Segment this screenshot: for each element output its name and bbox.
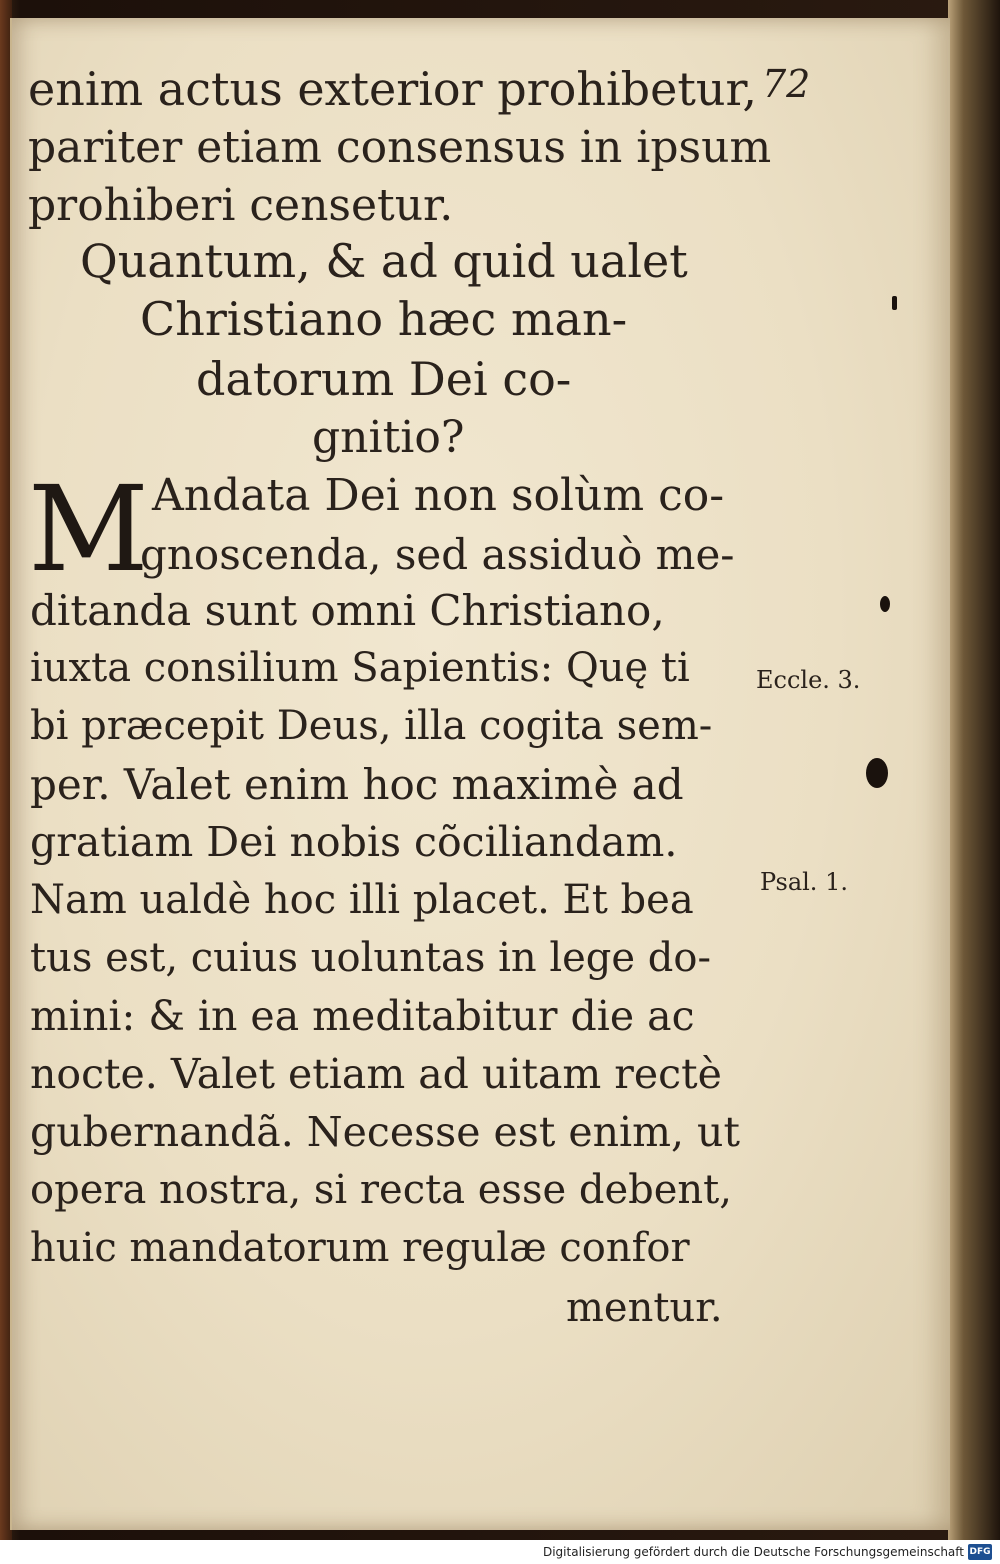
body-line: pariter etiam consensus in ipsum: [28, 122, 772, 173]
paragraph-line: mentur.: [566, 1285, 723, 1331]
paragraph-line: ditanda sunt omni Christiano,: [30, 586, 665, 635]
paragraph-line: huic mandatorum regulæ confor: [30, 1225, 690, 1271]
section-heading-line: gnitio?: [312, 412, 465, 463]
ink-blot: [866, 758, 888, 788]
section-heading-line: datorum Dei co-: [196, 352, 572, 406]
paragraph-line: iuxta consilium Sapientis: Quę ti: [30, 645, 690, 691]
footer-credit: Digitalisierung gefördert durch die Deutsche Forschungsgemeinschaft: [542, 1545, 964, 1559]
paragraph-line: per. Valet enim hoc maximè ad: [30, 760, 684, 809]
paragraph-line: gnoscenda, sed assiduò me-: [140, 530, 735, 579]
paragraph-line: mini: & in ea meditabitur die ac: [30, 992, 695, 1040]
body-line: enim actus exterior prohibetur,: [28, 62, 758, 116]
paragraph-line: gratiam Dei nobis cõciliandam.: [30, 818, 678, 866]
paragraph-line: Nam ualdè hoc illi placet. Et bea: [30, 877, 694, 923]
page-fore-edge: [948, 0, 1000, 1540]
dfg-logo: DFG: [968, 1544, 992, 1560]
marginal-note-psal: Psal. 1.: [760, 868, 848, 896]
ink-speck: [892, 296, 897, 310]
section-heading-line: Quantum, & ad quid ualet: [80, 234, 688, 288]
body-line: prohiberi censetur.: [28, 180, 454, 231]
paragraph-line: Andata Dei non solùm co-: [152, 470, 725, 521]
paragraph-line: gubernandã. Necesse est enim, ut: [30, 1108, 740, 1156]
ink-speck: [880, 596, 890, 612]
paragraph-line: bi præcepit Deus, illa cogita sem-: [30, 703, 713, 749]
paragraph-line: tus est, cuius uoluntas in lege do-: [30, 935, 711, 981]
paragraph-line: opera nostra, si recta esse debent,: [30, 1167, 732, 1213]
paragraph-line: nocte. Valet etiam ad uitam rectè: [30, 1050, 722, 1098]
drop-capital-initial: M: [28, 460, 149, 598]
section-heading-line: Christiano hæc man-: [140, 292, 628, 346]
page-number: 72: [762, 62, 811, 106]
marginal-note-eccle: Eccle. 3.: [756, 666, 861, 694]
